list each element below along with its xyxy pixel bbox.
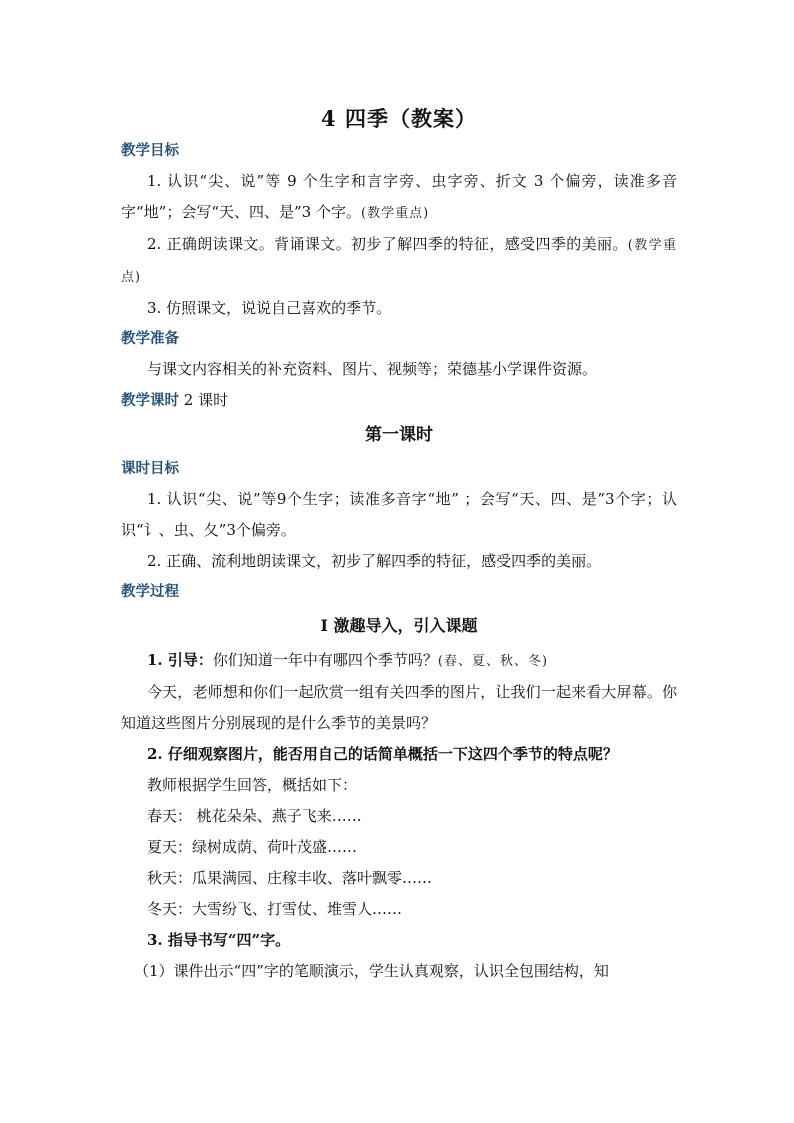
season-summer: 夏天：绿树成荫、荷叶茂盛…… — [147, 838, 358, 856]
teaching-hours — [121, 385, 677, 416]
lesson-goals-heading: 课时目标 — [121, 460, 179, 477]
lesson-1-title: 第一课时 — [365, 425, 433, 445]
teacher-summary: 教师根据学生回答，概括如下： — [147, 776, 358, 794]
lesson-goal-1: 1. 认识“尖、说”等9个生字；读准多音字“地” ；会写“天、四、是”3个字；认识“讠、虫、夂”3个偏旁。 — [121, 490, 677, 539]
goal-2-text: 2. 正确朗读课文。背诵课文。初步了解四季的特征，感受四季的美丽。 — [147, 235, 628, 253]
teaching-process-heading: 教学过程 — [121, 583, 179, 600]
intro-paragraph: 今天，老师想和你们一起欣赏一组有关四季的图片，让我们一起来看大屏幕。你知道这些图片分别展现的是什么季节的美景吗？ — [121, 683, 677, 732]
season-autumn: 秋天：瓜果满园、庄稼丰收、落叶飘零…… — [147, 869, 433, 887]
document-content — [121, 102, 677, 987]
step-3-sub: （1）课件出示“四”字的笔顺演示，学生认真观察，认识全包围结构，知 — [134, 962, 609, 980]
goal-2-note: (教学重点) — [121, 238, 677, 285]
teaching-hours-label: 教学课时 — [121, 392, 179, 409]
teaching-prep-text: 与课文内容相关的补充资料、图片、视频等；荣德基小学课件资源。 — [147, 360, 598, 378]
step-2: 2. 仔细观察图片，能否用自己的话简单概括一下这四个季节的特点呢？ — [147, 745, 618, 763]
goal-1 — [121, 166, 677, 229]
season-winter: 冬天：大雪纷飞、打雪仗、堆雪人…… — [147, 900, 403, 918]
teaching-hours-value: 2 课时 — [179, 391, 229, 409]
document-title: 4 四季（教案） — [321, 106, 477, 131]
lesson-goal-2: 2. 正确、流利地朗读课文，初步了解四季的特征，感受四季的美丽。 — [147, 552, 602, 570]
step-1-text: 你们知道一年中有哪四个季节吗？ — [212, 651, 438, 669]
teaching-prep-heading: 教学准备 — [121, 330, 179, 347]
goal-2 — [121, 229, 677, 293]
teaching-goals-heading: 教学目标 — [121, 142, 179, 159]
part-1-title: Ⅰ 激趣导入，引入课题 — [320, 616, 478, 635]
goal-3: 3. 仿照课文，说说自己喜欢的季节。 — [147, 299, 392, 317]
step-3: 3. 指导书写“四”字。 — [147, 931, 291, 949]
goal-1-note: (教学重点) — [361, 206, 430, 221]
goal-1-text: 1. 认识“尖、说”等 9 个生字和言字旁、虫字旁、折文 3 个偏旁，读准多音字“地”；会写“天、四、是”3 个字。 — [121, 172, 677, 221]
step-1 — [121, 645, 677, 677]
step-1-note: (春、夏、秋、冬) — [437, 654, 549, 669]
step-1-label: 1. 引导： — [147, 651, 213, 669]
season-spring: 春天： 桃花朵朵、燕子飞来…… — [147, 807, 362, 825]
